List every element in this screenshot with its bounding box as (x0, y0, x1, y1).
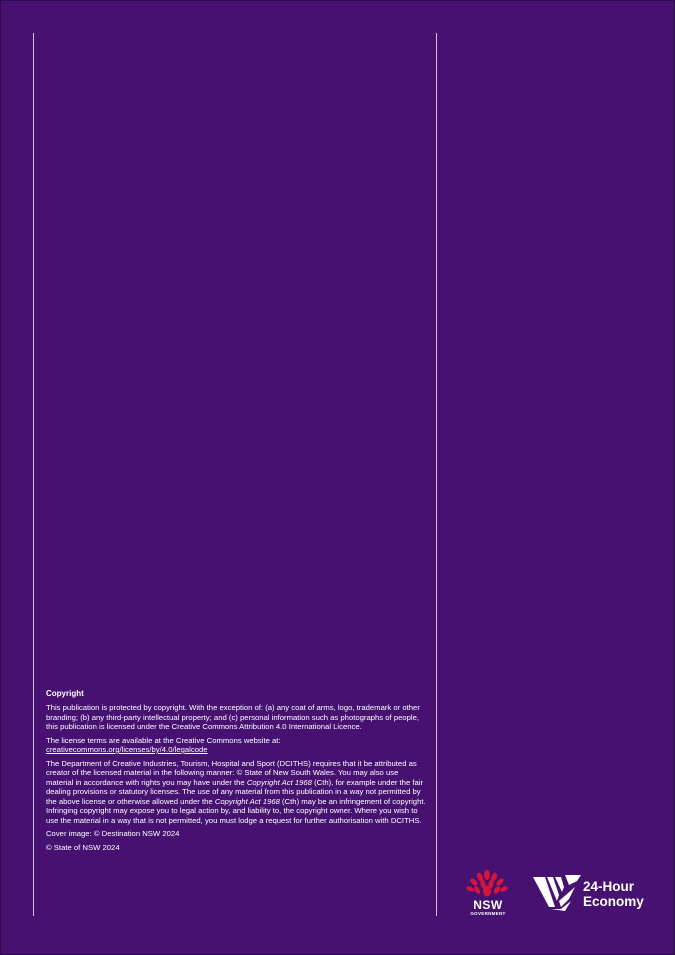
nsw-government-wordmark (466, 899, 510, 917)
license-link[interactable]: creativecommons.org/licenses/by/4.0/legalcode (46, 745, 208, 754)
logos-area (461, 869, 661, 919)
copyright-paragraph-2 (46, 736, 426, 755)
nsw-sub-text: GOVERNMENT (470, 911, 506, 916)
24-hour-economy-wordmark (583, 879, 644, 909)
state-copyright: © State of NSW 2024 (46, 842, 120, 852)
copyright-paragraph-3 (46, 759, 426, 826)
copyright-paragraph-1: This publication is protected by copyright. With the exception of: (a) any coat of arms, logo, trademark or other branding; (b) any third-party intellectual property; and (c) personal information such as photographs of people, this publication is licensed under the Creative Commons Attribution 4.0 International Licence. (46, 703, 420, 731)
license-intro-text: The license terms are available at the Creative Commons website at: (46, 735, 281, 745)
para3-text-a: The Department of Creative Industries, Tourism, Hospital and Sport (DCITHS) requires that it be attributed as creator of the licensed material in the following manner: © State of New South Wales. You may also use material in accordance with rights you may have under the (46, 758, 417, 787)
copyright-notice (46, 689, 426, 856)
para3-text-b: (Cth), for example under the fair dealing provisions or statutory licenses. The use of any material from this publication in a way not permitted by the above license or otherwise allowed under the (46, 777, 424, 806)
para3-italic-1: Copyright Act 1968 (246, 777, 312, 787)
economy-line-1: 24-Hour (583, 879, 635, 894)
copyright-heading: Copyright (46, 689, 84, 698)
economy-line-2: Economy (583, 894, 644, 909)
para3-italic-2: Copyright Act 1968 (214, 796, 280, 806)
nsw-main-text: NSW (473, 898, 503, 912)
left-divider-line (33, 33, 34, 916)
24-hour-economy-emblem-icon (531, 873, 583, 913)
right-divider-line (436, 33, 437, 916)
cover-image-credit: Cover image: © Destination NSW 2024 (46, 829, 180, 838)
para3-text-c: (Cth) may be an infringement of copyright. Infringing copyright may expose you to legal action by, and liability to, the copyright owner. Where you wish to use the material in a way that is not permitted, you must lodge a request for further authorisation with DCITHS. (46, 796, 426, 825)
